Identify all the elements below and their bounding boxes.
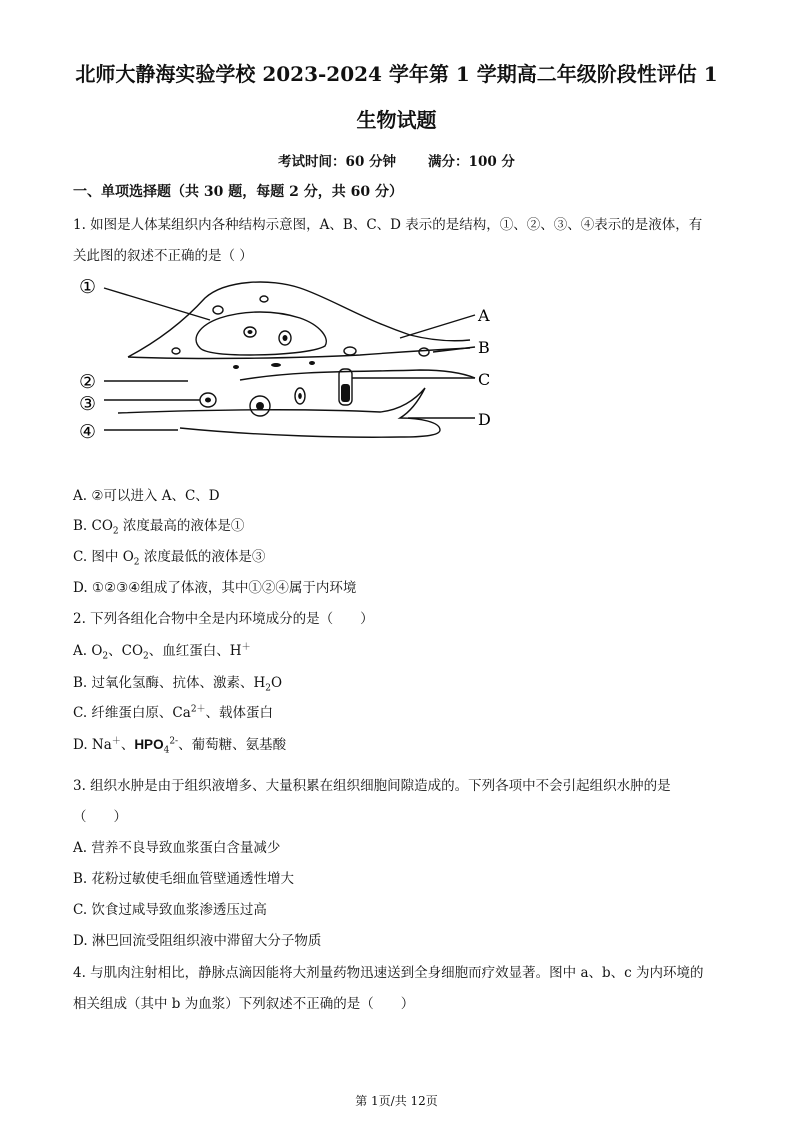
question-4-stem-line1: 4. 与肌肉注射相比，静脉点滴因能将大剂量药物迅速送到全身细胞而疗效显著。图中 a、b、c 为内环境的 xyxy=(73,965,704,981)
cell xyxy=(260,296,268,302)
question-4-stem-line2: 相关组成（其中 b 为血浆）下列叙述不正确的是（ ） xyxy=(73,996,415,1012)
cell xyxy=(213,306,223,314)
question-2-option-d: D. Na＋、$HPO_4^{2-}$、葡萄糖、氨基酸 xyxy=(73,736,287,756)
question-1-option-a: A. ②可以进入 A、C、D xyxy=(73,488,220,504)
label-two: ② xyxy=(79,371,97,393)
subject-title: 生物试题 xyxy=(356,108,437,132)
exam-time: 考试时间：60 分钟 xyxy=(278,154,397,170)
exam-meta xyxy=(0,150,793,170)
page-number: 第 1页/共 12页 xyxy=(355,1094,438,1108)
question-1-option-b: B. $CO_2$ 浓度最高的液体是① xyxy=(73,518,245,537)
question-1-option-d: D. ①②③④组成了体液，其中①②④属于内环境 xyxy=(73,580,357,596)
question-2-option-a: A. $O_2$、$CO_2$、血红蛋白、H＋ xyxy=(73,642,251,662)
question-1-stem-line1: 1. 如图是人体某组织内各种结构示意图，A、B、C、D 表示的是结构，①、②、③、④表示的是液体，有 xyxy=(73,217,703,233)
cell xyxy=(419,348,429,356)
label-A: A xyxy=(478,306,490,325)
label-three: ③ xyxy=(79,393,97,415)
label-four: ④ xyxy=(79,421,97,443)
page-title: 北师大静海实验学校 2023-2024 学年第 1 学期高二年级阶段性评估 1 xyxy=(75,62,718,86)
question-2-option-b: B. 过氧化氢酶、抗体、激素、$H_2O$ xyxy=(73,675,283,694)
question-3-option-d: D. 淋巴回流受阻组织液中滞留大分子物质 xyxy=(73,933,322,949)
question-3-option-a: A. 营养不良导致血浆蛋白含量减少 xyxy=(73,840,281,856)
question-3-stem-line2: （ ） xyxy=(73,809,127,825)
full-score: 满分：100 分 xyxy=(428,154,515,170)
section-title: 一、单项选择题（共 30 题，每题 2 分，共 60 分） xyxy=(73,184,403,200)
label-C: C xyxy=(478,370,491,389)
question-1-option-c: C. 图中 $O_2$ 浓度最低的液体是③ xyxy=(73,549,266,568)
pointer-one xyxy=(104,288,210,320)
label-B: B xyxy=(478,338,490,357)
label-D: D xyxy=(478,410,491,429)
question-3-option-b: B. 花粉过敏使毛细血管壁通透性增大 xyxy=(73,871,295,887)
tissue-structure-diagram xyxy=(70,268,510,448)
cell xyxy=(172,348,180,354)
pointer-A xyxy=(400,315,475,338)
question-2-option-c: C. 纤维蛋白原、$Ca^{2+}$、载体蛋白 xyxy=(73,704,274,721)
question-3-stem-line1: 3. 组织水肿是由于组织液增多、大量积累在组织细胞间隙造成的。下列各项中不会引起组织水肿的是 xyxy=(73,778,671,794)
cell xyxy=(344,347,356,355)
inner-vessel-outline xyxy=(196,312,326,355)
label-one: ① xyxy=(79,276,97,298)
question-1-stem-line2: 关此图的叙述不正确的是（ ） xyxy=(73,248,253,264)
structure-A-outline xyxy=(128,282,470,357)
question-3-option-c: C. 饮食过咸导致血浆渗透压过高 xyxy=(73,902,267,918)
question-2-stem: 2. 下列各组化合物中全是内环境成分的是（ ） xyxy=(73,611,374,627)
